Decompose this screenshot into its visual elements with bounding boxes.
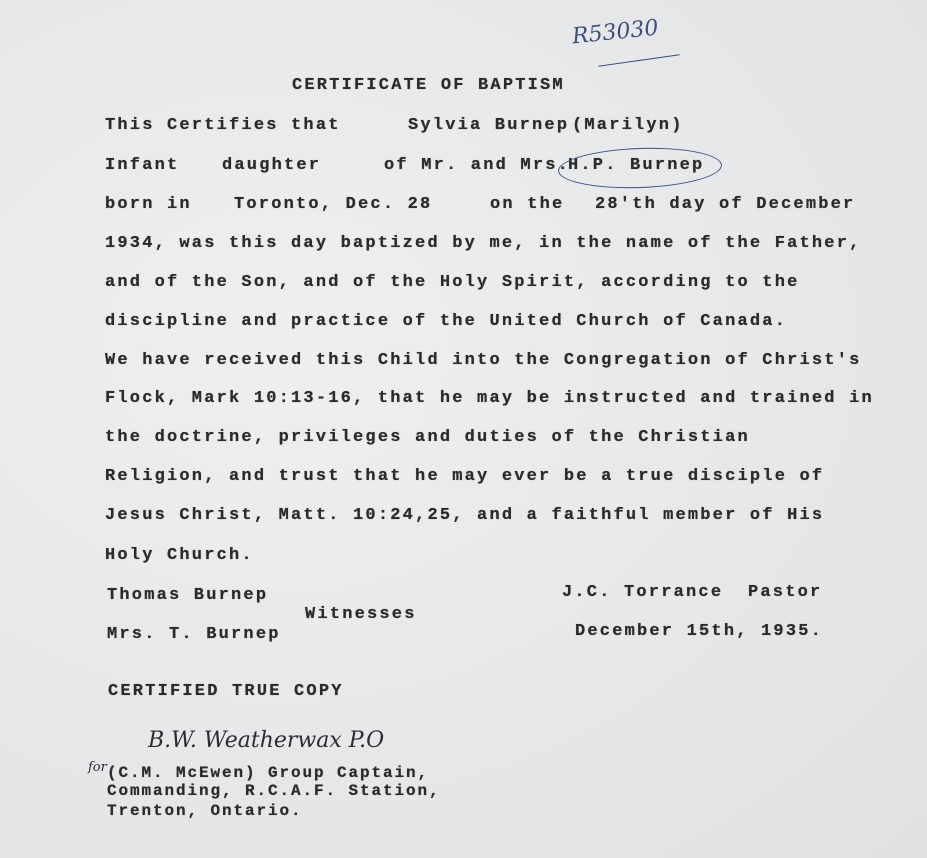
reference-underline (598, 54, 679, 66)
footer-line: Commanding, R.C.A.F. Station, (107, 782, 441, 800)
witness-2: Mrs. T. Burnep (107, 625, 281, 644)
signature-for: for (88, 760, 107, 775)
body-line: and of the Son, and of the Holy Spirit, according to the (105, 273, 800, 292)
relation: daughter (222, 156, 322, 175)
of-parents-text: of Mr. and Mrs. (384, 156, 571, 175)
certified-copy-label: CERTIFIED TRUE COPY (108, 682, 344, 701)
body-line: We have received this Child into the Congregation of Christ's (105, 351, 862, 370)
body-line: Jesus Christ, Matt. 10:24,25, and a faithful member of His (105, 506, 825, 525)
birth-place: Toronto, Dec. 28 (234, 195, 433, 214)
body-line: discipline and practice of the United Church of Canada. (105, 312, 788, 331)
circled-annotation (557, 145, 722, 191)
infant-text: Infant (105, 156, 180, 175)
body-line: Flock, Mark 10:13-16, that he may be instructed and trained in (105, 389, 874, 408)
body-line: Holy Church. (105, 546, 254, 565)
body-line: Religion, and trust that he may ever be a true disciple of (105, 467, 825, 486)
body-line: 1934, was this day baptized by me, in the name of the Father, (105, 234, 862, 253)
body-line: the doctrine, privileges and duties of the Christian (105, 428, 750, 447)
footer-line: Trenton, Ontario. (107, 802, 303, 820)
witness-1: Thomas Burnep (107, 586, 269, 605)
birth-date: 28'th day of December (595, 195, 856, 214)
pastor-name: J.C. Torrance (562, 583, 724, 602)
child-alias: (Marilyn) (572, 116, 684, 135)
signature: B.W. Weatherwax P.O (148, 728, 385, 753)
footer-line: (C.M. McEwen) Group Captain, (107, 764, 430, 782)
born-in-text: born in (105, 195, 192, 214)
reference-number: R53030 (570, 15, 660, 50)
witnesses-label: Witnesses (305, 605, 417, 624)
child-name: Sylvia Burnep (408, 116, 570, 135)
issue-date: December 15th, 1935. (575, 622, 824, 641)
on-the-text: on the (490, 195, 565, 214)
certificate-title: CERTIFICATE OF BAPTISM (292, 76, 565, 95)
certifies-text: This Certifies that (105, 116, 341, 135)
pastor-title: Pastor (748, 583, 823, 602)
parents-name: H.P. Burnep (568, 156, 705, 175)
